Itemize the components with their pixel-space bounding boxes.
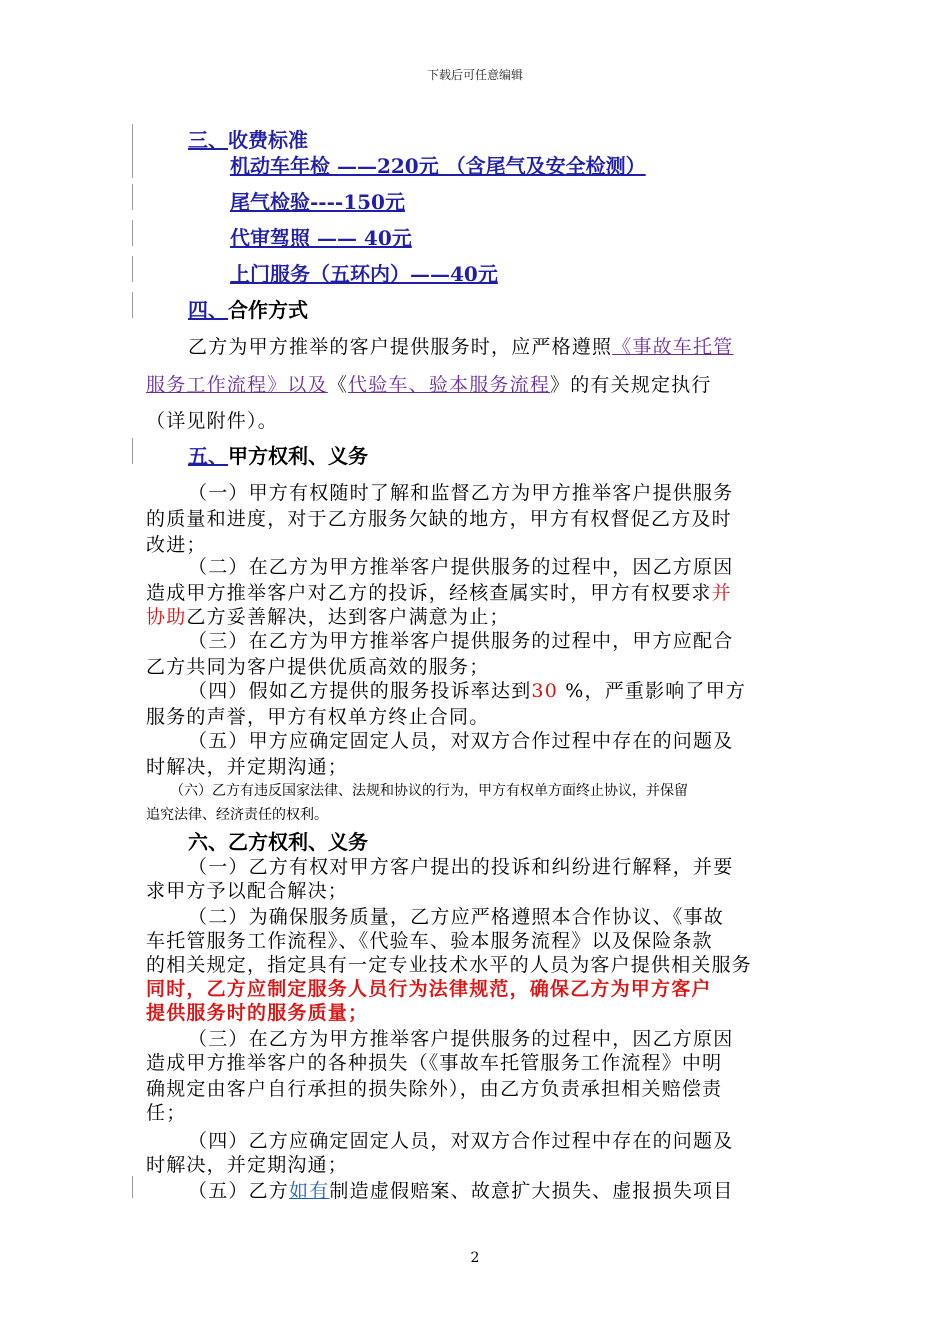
clause-line-bold-red: 提供服务时的服务质量； bbox=[146, 1002, 369, 1024]
fee-item: 机动车年检 ——220元 （含尾气及安全检测） bbox=[230, 154, 646, 178]
section4-paragraph-line: （详见附件）。 bbox=[146, 410, 278, 432]
clause-line: （四）乙方应确定固定人员，对双方合作过程中存在的问题及 bbox=[188, 1130, 734, 1152]
revision-bar bbox=[132, 220, 133, 246]
revision-bar bbox=[132, 1176, 133, 1198]
clause-line: （一）乙方有权对甲方客户提出的投诉和纠纷进行解释，并要 bbox=[188, 856, 734, 878]
section3-heading bbox=[188, 124, 308, 153]
clause-line: 改进； bbox=[146, 534, 207, 556]
paragraph-text: 乙方为甲方推举的客户提供服务时，应严格遵照 bbox=[188, 336, 613, 358]
section4-number: 四、 bbox=[188, 298, 228, 322]
fee-item: 尾气检验----150元 bbox=[230, 190, 405, 214]
clause-line: 乙方共同为客户提供优质高效的服务； bbox=[146, 656, 490, 678]
revision-bar bbox=[132, 292, 133, 318]
clause-line: （二）为确保服务质量，乙方应严格遵照本合作协议、《事故 bbox=[188, 906, 724, 928]
clause-line: （一）甲方有权随时了解和监督乙方为甲方推举客户提供服务 bbox=[188, 482, 734, 504]
clause-line bbox=[188, 676, 746, 703]
clause-line: 的相关规定，指定具有一定专业技术水平的人员为客户提供相关服务 bbox=[146, 954, 753, 976]
revised-text: 30 bbox=[531, 680, 566, 702]
section5-heading bbox=[188, 440, 368, 469]
clause-text: %，严重影响了甲方 bbox=[565, 680, 747, 702]
revised-text: 协助 bbox=[146, 606, 187, 628]
fee-item: 代审驾照 —— 40元 bbox=[230, 226, 412, 250]
paragraph-text: 》的有关规定执行 bbox=[550, 374, 712, 396]
clause-line-small: （六）乙方有违反国家法律、法规和协议的行为，甲方有权单方面终止协议，并保留 bbox=[170, 783, 688, 799]
clause-line: 的质量和进度，对于乙方服务欠缺的地方，甲方有权督促乙方及时 bbox=[146, 508, 732, 530]
clause-line-bold-red: 同时，乙方应制定服务人员行为法律规范，确保乙方为甲方客户 bbox=[146, 978, 712, 1000]
revision-bar bbox=[132, 184, 133, 210]
clause-line: 时解决，并定期沟通； bbox=[146, 756, 349, 778]
section5-number: 五、 bbox=[188, 444, 228, 468]
clause-line bbox=[188, 1176, 733, 1203]
inspection-doc-link[interactable]: 代验车、验本服务流程 bbox=[348, 374, 551, 396]
clause-line: （三）在乙方为甲方推举客户提供服务的过程中，因乙方原因 bbox=[188, 1028, 734, 1050]
page-number: 2 bbox=[470, 1250, 480, 1266]
paragraph-text: 《 bbox=[327, 374, 349, 396]
clause-line: 服务的声誉，甲方有权单方终止合同。 bbox=[146, 706, 490, 728]
revision-bar bbox=[132, 438, 133, 464]
clause-text: 造成甲方推举客户对乙方的投诉，经核查属实时，甲方有权要求 bbox=[146, 582, 712, 604]
section3-title: 收费标准 bbox=[228, 128, 308, 152]
clause-line: 任； bbox=[146, 1102, 187, 1124]
revised-link-text[interactable]: 如有 bbox=[289, 1180, 330, 1202]
clause-line bbox=[146, 602, 510, 629]
clause-text: （五）乙方 bbox=[188, 1180, 290, 1202]
clause-line: 确规定由客户自行承担的损失除外），由乙方负责承担相关赔偿责 bbox=[146, 1078, 723, 1100]
clause-line bbox=[146, 578, 732, 605]
revision-bar bbox=[132, 256, 133, 282]
section5-title: 甲方权利、义务 bbox=[228, 444, 368, 468]
clause-line: 车托管服务工作流程》、《代验车、验本服务流程》以及保险条款 bbox=[146, 930, 713, 952]
revision-bar bbox=[132, 124, 133, 178]
section4-paragraph-line bbox=[188, 332, 733, 359]
clause-line: （五）甲方应确定固定人员，对双方合作过程中存在的问题及 bbox=[188, 730, 734, 752]
fee-item: 上门服务（五环内）——40元 bbox=[230, 262, 498, 286]
clause-text: 乙方妥善解决，达到客户满意为止； bbox=[186, 606, 510, 628]
page-header: 下载后可任意编辑 bbox=[426, 68, 523, 82]
clause-line: （二）在乙方为甲方推举客户提供服务的过程中，因乙方原因 bbox=[188, 556, 734, 578]
section6-heading: 六、乙方权利、义务 bbox=[188, 830, 368, 854]
workflow-doc-link[interactable]: 服务工作流程》以及 bbox=[146, 374, 328, 396]
section4-paragraph-line bbox=[146, 370, 712, 397]
clause-text: 制造虚假赔案、故意扩大损失、虚报损失项目 bbox=[329, 1180, 734, 1202]
clause-line: 求甲方予以配合解决； bbox=[146, 880, 349, 902]
revised-text: 并 bbox=[711, 582, 732, 604]
clause-line: （三）在乙方为甲方推举客户提供服务的过程中，甲方应配合 bbox=[188, 630, 734, 652]
workflow-doc-link[interactable]: 《事故车托管 bbox=[612, 336, 734, 358]
clause-line: 时解决，并定期沟通； bbox=[146, 1154, 349, 1176]
clause-line: 造成甲方推举客户的各种损失（《事故车托管服务工作流程》中明 bbox=[146, 1052, 723, 1074]
section3-number: 三、 bbox=[188, 128, 228, 152]
section4-heading bbox=[188, 294, 308, 323]
clause-text: （四）假如乙方提供的服务投诉率达到 bbox=[188, 680, 532, 702]
section4-title: 合作方式 bbox=[228, 298, 308, 322]
clause-line-small: 追究法律、经济责任的权利。 bbox=[146, 807, 328, 823]
